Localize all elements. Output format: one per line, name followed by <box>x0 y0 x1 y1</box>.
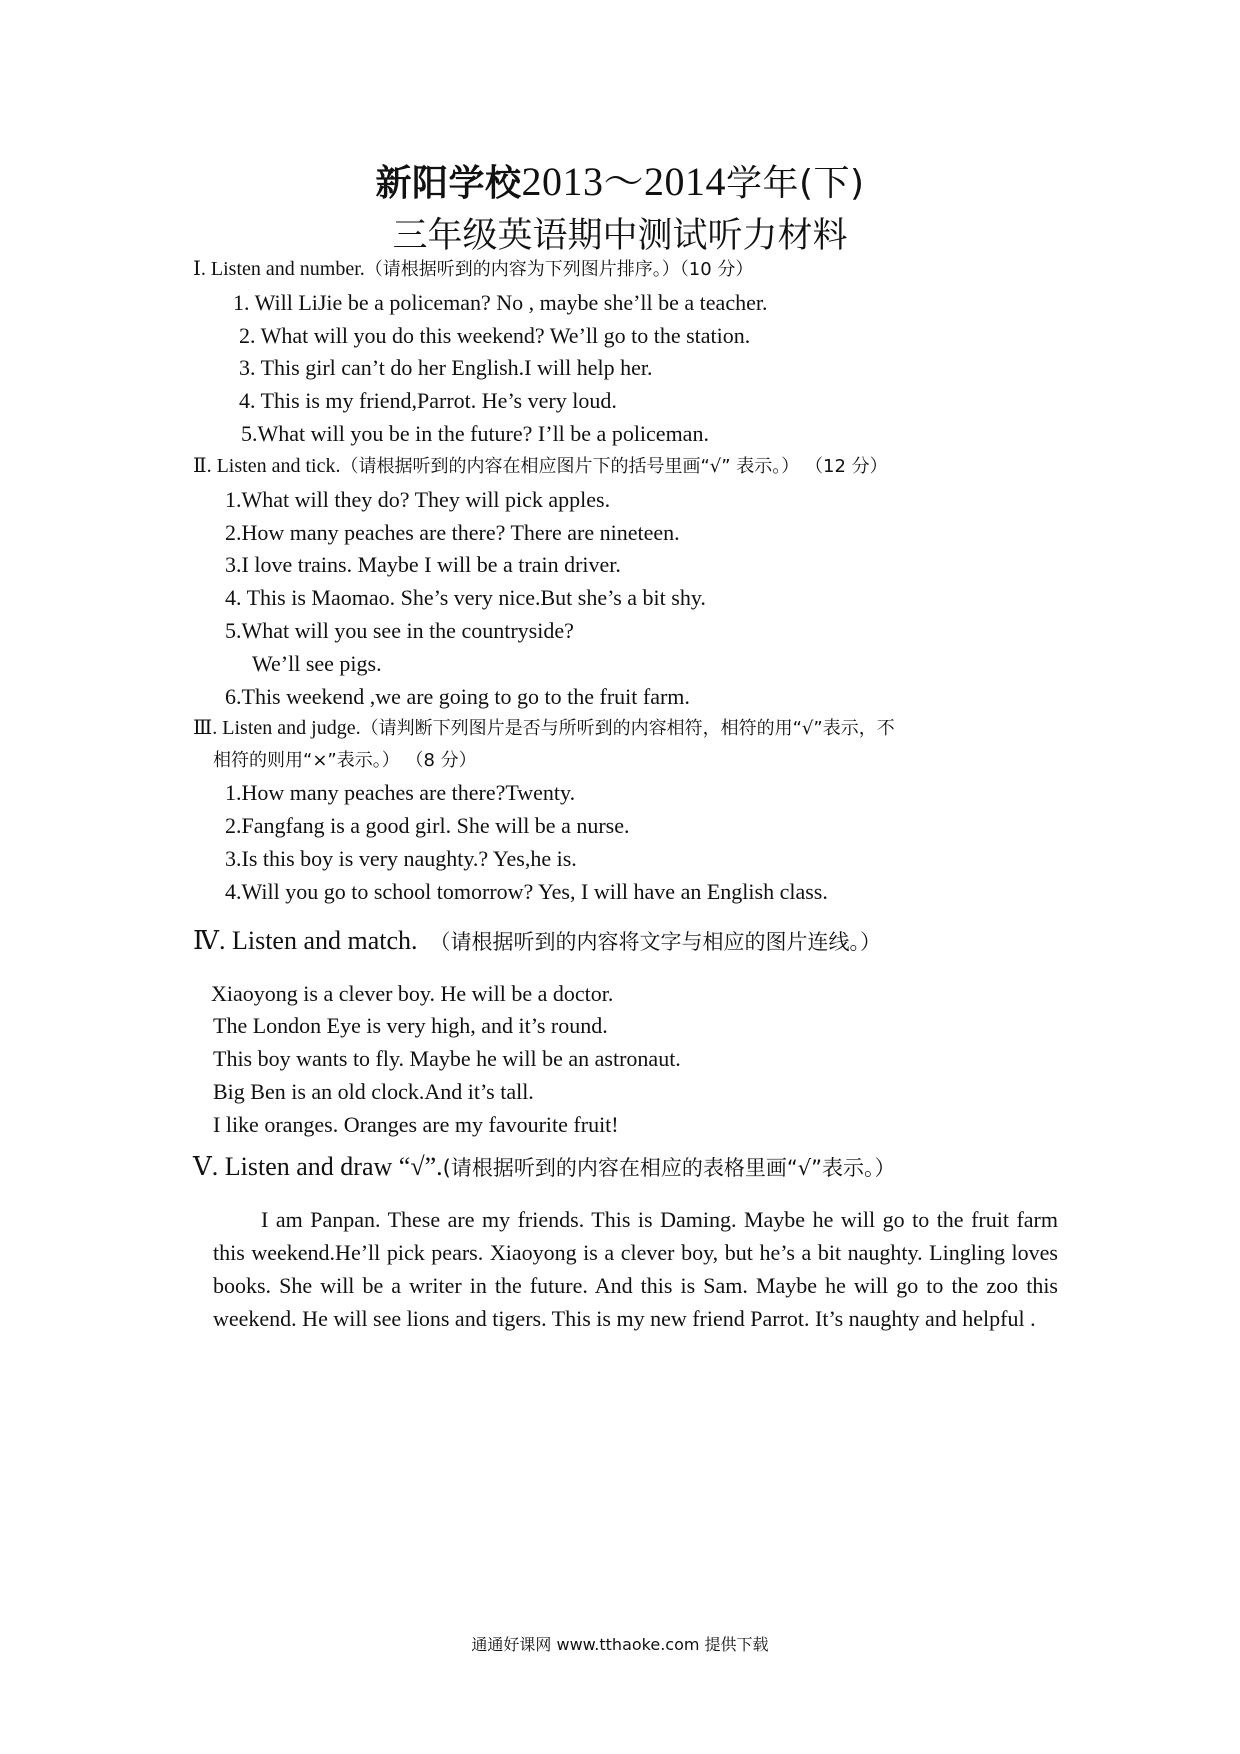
section-1-line: 4. This is my friend,Parrot. He’s very loud. <box>239 388 617 413</box>
section-2-heading <box>193 453 888 480</box>
section-4-line: Xiaoyong is a clever boy. He will be a doctor. <box>211 981 614 1006</box>
section-1-heading-en: Ⅰ. Listen and number. <box>193 258 365 280</box>
section-2-line: 6.This weekend ,we are going to go to the fruit farm. <box>225 684 690 709</box>
page-subtitle: 三年级英语期中测试听力材料 <box>392 216 848 256</box>
section-3-heading <box>193 715 895 742</box>
section-1-heading <box>193 256 753 283</box>
section-3-heading-en: Ⅲ. Listen and judge. <box>193 717 361 739</box>
section-2-line: 3.I love trains. Maybe I will be a train driver. <box>225 552 621 577</box>
section-1-line: 5.What will you be in the future? I’ll be a policeman. <box>241 421 709 446</box>
section-3-heading-cont <box>213 747 477 774</box>
school-name: 新阳学校 <box>375 163 522 204</box>
section-5-heading <box>193 1154 895 1181</box>
section-3-heading-cn-2: 相符的则用“×”表示。） （8 分） <box>213 750 477 771</box>
section-3-line: 2.Fangfang is a good girl. She will be a nurse. <box>225 813 630 838</box>
section-2-line: 1.What will they do? They will pick apples. <box>225 487 611 512</box>
section-5-heading-cn: (请根据听到的内容在相应的表格里画“√”表示。） <box>442 1156 896 1180</box>
section-4-heading <box>193 928 881 955</box>
school-term: 学年(下) <box>725 163 865 204</box>
section-2-line: We’ll see pigs. <box>252 651 382 676</box>
section-2-line: 4. This is Maomao. She’s very nice.But she’s a bit shy. <box>225 585 706 610</box>
section-2-line: 2.How many peaches are there? There are nineteen. <box>225 520 680 545</box>
section-1-line: 1. Will LiJie be a policeman? No , maybe she’ll be a teacher. <box>233 290 768 315</box>
school-years: 2013～2014 <box>521 159 726 204</box>
page-title <box>0 158 1240 208</box>
section-2-heading-en: Ⅱ. Listen and tick. <box>193 455 341 477</box>
section-4-heading-en: Ⅳ. Listen and match. <box>193 926 418 955</box>
section-3-line: 4.Will you go to school tomorrow? Yes, I will have an English class. <box>225 879 828 904</box>
section-3-line: 1.How many peaches are there?Twenty. <box>225 780 576 805</box>
section-4-heading-cn: （请根据听到的内容将文字与相应的图片连线。） <box>429 930 882 954</box>
section-4-line: The London Eye is very high, and it’s round. <box>213 1013 608 1038</box>
section-2-heading-cn: （请根据听到的内容在相应图片下的括号里画“√” 表示。） （12 分） <box>340 456 888 477</box>
section-1-line: 2. What will you do this weekend? We’ll go to the station. <box>239 323 751 348</box>
section-4-line: Big Ben is an old clock.And it’s tall. <box>213 1079 534 1104</box>
section-3-line: 3.Is this boy is very naughty.? Yes,he is. <box>225 846 577 871</box>
section-4-line: This boy wants to fly. Maybe he will be an astronaut. <box>213 1046 681 1071</box>
section-1-line: 3. This girl can’t do her English.I will help her. <box>239 355 653 380</box>
section-5-heading-en: Ⅴ. Listen and draw “√”. <box>193 1152 443 1181</box>
section-1-heading-cn: （请根据听到的内容为下列图片排序。）（10 分） <box>364 259 754 280</box>
section-5-paragraph: I am Panpan. These are my friends. This is Daming. Maybe he will go to the fruit farm this weekend.He’ll pick pears. Xiaoyong is a clever boy, but he’s a bit naughty. Lingling loves books. She will be a writer in the future. And this is Sam. Maybe he will go to the zoo this weekend. He will see lions and tigers. This is my new friend Parrot. It’s naughty and helpful . <box>213 1207 1058 1331</box>
section-4-line: I like oranges. Oranges are my favourite fruit! <box>213 1112 619 1137</box>
footer-source: 通通好课网 www.tthaoke.com 提供下载 <box>471 1635 769 1654</box>
section-2-line: 5.What will you see in the countryside? <box>225 618 574 643</box>
section-3-heading-cn: （请判断下列图片是否与所听到的内容相符，相符的用“√”表示，不 <box>360 718 895 739</box>
